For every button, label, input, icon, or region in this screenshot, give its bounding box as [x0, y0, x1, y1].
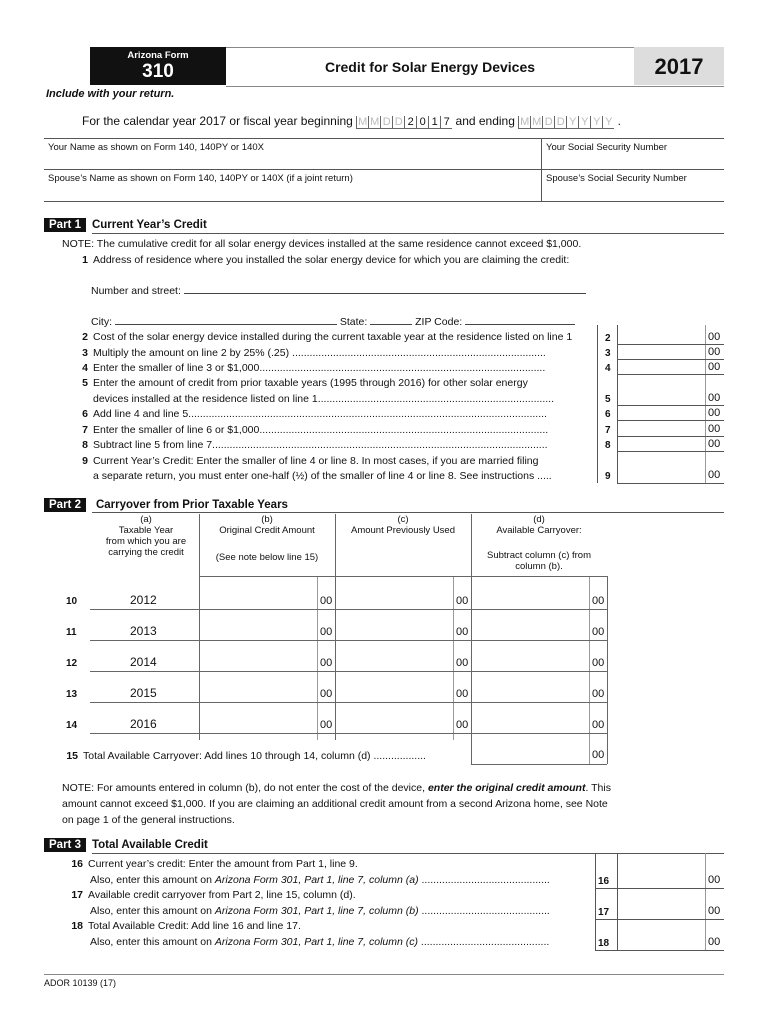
line-5: 5 Enter the amount of credit from prior taxable years (1995 through 2016) for other solar energy — [82, 377, 528, 389]
col-c-letter: (c) — [397, 514, 409, 525]
note-text-2: . This amount cannot exceed $1,000. If you are claiming an additional credit amount from a second Arizona home, see Note on page 1 of the general instructions. — [62, 782, 611, 826]
calendar-suffix: . — [617, 114, 621, 128]
col-a-line: from which you are — [105, 536, 187, 547]
col-d-letter: (d) — [533, 514, 545, 525]
line-16-ref: Arizona Form 301, Part 1, line 7, column (a) — [214, 874, 419, 886]
line-15-amount[interactable]: 00 — [592, 749, 605, 761]
line-16-text-b: Also, enter this amount on — [90, 874, 215, 886]
line-2: 2 Cost of the solar energy device installed during the current taxable year at the residence listed on line 1 — [82, 331, 573, 343]
line-18-text-b: Also, enter this amount on — [90, 936, 215, 948]
line-8-amount[interactable]: 00 — [708, 438, 721, 450]
zip-field[interactable] — [465, 316, 575, 325]
col-b-title: Original Credit Amount — [219, 525, 315, 536]
col-b-amount[interactable]: 00 — [320, 719, 333, 731]
line-2-amount[interactable]: 00 — [708, 331, 721, 343]
note-emphasis: enter the original credit amount — [427, 782, 586, 794]
spouse-ssn-field[interactable]: Spouse’s Social Security Number — [546, 173, 687, 184]
line-16-amount[interactable]: 00 — [708, 874, 721, 886]
col-b-amount[interactable]: 00 — [320, 626, 333, 638]
row-line — [90, 640, 607, 641]
form-footer: ADOR 10139 (17) — [44, 978, 117, 988]
col-d-note1: Subtract column (c) from — [487, 550, 591, 561]
box-6-label: 6 — [605, 409, 611, 420]
line-17-text-b: Also, enter this amount on — [90, 905, 215, 917]
row-year: 2013 — [130, 624, 157, 638]
line-16-dots: ............................................ — [418, 874, 550, 886]
line-16-text-a: Current year’s credit: Enter the amount from Part 1, line 9. — [88, 858, 358, 870]
form-number: 310 — [142, 61, 174, 82]
col-c-amount[interactable]: 00 — [456, 657, 469, 669]
row-year: 2015 — [130, 686, 157, 700]
line-17-amount[interactable]: 00 — [708, 905, 721, 917]
part2-heading — [44, 498, 288, 512]
line-3: 3 Multiply the amount on line 2 by 25% (.25) ....................................................................................... — [82, 347, 546, 359]
row-number: 13 — [66, 689, 78, 700]
line-9-text-a: Current Year’s Credit: Enter the smaller of line 4 or line 8. In most cases, if you are married filing — [93, 455, 539, 467]
include-note: Include with your return. — [46, 88, 175, 100]
row-line — [90, 671, 607, 672]
col-b-letter: (b) — [261, 514, 273, 525]
note-text-1: NOTE: For amounts entered in column (b), do not enter the cost of the device, — [62, 782, 428, 794]
date-digit[interactable]: Y — [566, 116, 578, 129]
line-3-amount[interactable]: 00 — [708, 346, 721, 358]
date-digit[interactable]: D — [392, 116, 404, 129]
date-digit[interactable]: D — [554, 116, 566, 129]
col-d-amount[interactable]: 00 — [592, 626, 605, 638]
row-year: 2014 — [130, 655, 157, 669]
col-b-note: (See note below line 15) — [215, 552, 319, 563]
row-year: 2012 — [130, 593, 157, 607]
box-2-label: 2 — [605, 333, 611, 344]
row-number: 11 — [66, 627, 77, 638]
date-digit[interactable]: 1 — [428, 116, 440, 129]
date-digit[interactable]: Y — [578, 116, 590, 129]
line-9: 9 Current Year’s Credit: Enter the smaller of line 4 or line 8. In most cases, if you are married filing — [82, 455, 539, 467]
line-7: 7 Enter the smaller of line 6 or $1,000................................................................................................... — [82, 424, 549, 436]
date-digit[interactable]: D — [380, 116, 392, 129]
begin-date-field[interactable] — [356, 114, 452, 128]
line-17-ref: Arizona Form 301, Part 1, line 7, column (b) — [214, 905, 419, 917]
line-17-dots: ............................................ — [418, 905, 550, 917]
your-ssn-field[interactable]: Your Social Security Number — [546, 142, 668, 153]
part2-title: Carryover from Prior Taxable Years — [95, 499, 288, 511]
col-c-title: Amount Previously Used — [350, 525, 456, 536]
line-6-text: Add line 4 and line 5........................................................................................................................... — [93, 408, 547, 420]
city-field[interactable] — [115, 316, 337, 325]
spouse-name-field[interactable]: Spouse’s Name as shown on Form 140, 140PY or 140X (if a joint return) — [48, 173, 353, 184]
line-7-amount[interactable]: 00 — [708, 423, 721, 435]
line-16: 16 Current year’s credit: Enter the amount from Part 1, line 9. — [71, 858, 358, 870]
form-label: Arizona Form — [127, 50, 189, 61]
end-date-field[interactable] — [518, 114, 614, 128]
line-7-text: Enter the smaller of line 6 or $1,000................................................................................................... — [93, 424, 549, 436]
street-field[interactable] — [91, 285, 586, 297]
street-label: Number and street: — [91, 285, 181, 297]
part1-title: Current Year’s Credit — [91, 219, 207, 231]
col-a-line: Taxable Year — [118, 525, 174, 536]
col-b-header — [200, 514, 334, 563]
col-d-amount[interactable]: 00 — [592, 688, 605, 700]
date-digit[interactable]: Y — [590, 116, 602, 129]
line-17-text-a: Available credit carryover from Part 2, line 15, column (d). — [88, 889, 356, 901]
row-number: 14 — [66, 720, 78, 731]
part1-heading — [44, 218, 207, 232]
line-18-amount[interactable]: 00 — [708, 936, 721, 948]
part3-title: Total Available Credit — [91, 839, 208, 851]
line-1-text: Address of residence where you installed the solar energy device for which you are claiming the credit: — [93, 254, 570, 266]
your-name-field[interactable]: Your Name as shown on Form 140, 140PY or 140X — [48, 142, 264, 153]
city-state-zip — [91, 316, 575, 328]
row-number: 10 — [66, 596, 78, 607]
col-d-title: Available Carryover: — [496, 525, 582, 536]
col-b-amount[interactable]: 00 — [320, 688, 333, 700]
box-9-label: 9 — [605, 471, 611, 482]
line-18-cont — [90, 936, 549, 948]
col-a-line: carrying the credit — [108, 547, 184, 558]
line-18-text-a: Total Available Credit: Add line 16 and line 17. — [88, 920, 301, 932]
line-17: 17 Available credit carryover from Part 2, line 15, column (d). — [71, 889, 356, 901]
line-18-dots: ............................................ — [418, 936, 550, 948]
calendar-middle: and ending — [455, 114, 515, 128]
row-number: 12 — [66, 658, 78, 669]
part2-note — [62, 780, 622, 828]
box-4-label: 4 — [605, 363, 611, 374]
box-7-label: 7 — [605, 425, 611, 436]
date-digit[interactable]: M — [532, 116, 542, 128]
state-field[interactable] — [370, 316, 412, 325]
col-b-amount[interactable]: 00 — [320, 595, 333, 607]
line-6: 6 Add line 4 and line 5........................................................................................................................... — [82, 408, 547, 420]
row-line — [90, 609, 607, 610]
row-line — [90, 702, 607, 703]
col-b-amount[interactable]: 00 — [320, 657, 333, 669]
city-label: City: — [91, 316, 112, 328]
col-d-amount[interactable]: 00 — [592, 657, 605, 669]
col-c-header — [336, 514, 470, 536]
line-8: 8 Subtract line 5 from line 7................................................................................................................... — [82, 439, 548, 451]
zip-label: ZIP Code: — [415, 316, 463, 328]
col-d-amount[interactable]: 00 — [592, 595, 605, 607]
line-15-text: Total Available Carryover: Add lines 10 through 14, column (d) .................. — [83, 750, 426, 762]
date-digit[interactable]: M — [520, 116, 530, 128]
line-8-text: Subtract line 5 from line 7................................................................................................................... — [93, 439, 548, 451]
line-17-cont — [90, 905, 550, 917]
col-c-amount[interactable]: 00 — [456, 688, 469, 700]
col-a-line: (a) — [140, 514, 152, 525]
date-digit[interactable]: M — [358, 116, 368, 128]
part3-heading — [44, 838, 208, 852]
col-c-amount[interactable]: 00 — [456, 595, 469, 607]
col-a-header — [94, 514, 198, 558]
col-d-header — [472, 514, 606, 572]
line-5-amount[interactable]: 00 — [708, 392, 721, 404]
line-9-amount[interactable]: 00 — [708, 469, 721, 481]
line-2-text: Cost of the solar energy device installed during the current taxable year at the residence listed on line 1 — [93, 331, 573, 343]
col-d-amount[interactable]: 00 — [592, 719, 605, 731]
line-5-text-a: Enter the amount of credit from prior taxable years (1995 through 2016) for other solar energy — [93, 377, 528, 389]
date-digit[interactable]: M — [370, 116, 380, 128]
line-5-cont: devices installed at the residence listed on line 1................................................................................. — [93, 393, 555, 405]
taxpayer-info-box — [44, 138, 724, 202]
line-9-cont: a separate return, you must enter one-half (½) of the smaller of line 4 or line 8. See instructions ..... — [93, 470, 552, 482]
form-title: Credit for Solar Energy Devices — [324, 59, 536, 75]
line-3-text: Multiply the amount on line 2 by 25% (.25) ....................................................................................... — [93, 347, 546, 359]
form-id-block — [90, 47, 226, 85]
box-18-label: 18 — [598, 938, 610, 949]
line-4: 4 Enter the smaller of line 3 or $1,000.................................................................................................. — [82, 362, 546, 374]
date-digit[interactable]: 7 — [440, 116, 452, 129]
date-digit[interactable]: 2 — [404, 116, 416, 129]
col-d-note2: column (b). — [515, 561, 563, 572]
box-3-label: 3 — [605, 348, 611, 359]
date-digit[interactable]: 0 — [416, 116, 428, 129]
line-16-cont — [90, 874, 550, 886]
tax-year: 2017 — [634, 47, 724, 85]
calendar-prefix: For the calendar year 2017 or fiscal year beginning — [82, 114, 353, 128]
line-18-ref: Arizona Form 301, Part 1, line 7, column (c) — [214, 936, 418, 948]
date-digit[interactable]: D — [542, 116, 554, 129]
date-digit[interactable]: Y — [602, 116, 614, 129]
line-18: 18 Total Available Credit: Add line 16 and line 17. — [71, 920, 301, 932]
line-4-text: Enter the smaller of line 3 or $1,000.................................................................................................. — [93, 362, 546, 374]
calendar-line — [82, 114, 621, 129]
part2-tag: Part 2 — [44, 498, 86, 512]
box-17-label: 17 — [598, 907, 610, 918]
part3-tag: Part 3 — [44, 838, 86, 852]
box-16-label: 16 — [598, 876, 610, 887]
part1-tag: Part 1 — [44, 218, 86, 232]
state-label: State: — [339, 316, 368, 328]
line-4-amount[interactable]: 00 — [708, 361, 721, 373]
col-c-amount[interactable]: 00 — [456, 719, 469, 731]
line-15: 15 Total Available Carryover: Add lines 10 through 14, column (d) .................. — [66, 750, 426, 762]
line-6-amount[interactable]: 00 — [708, 407, 721, 419]
line-1: 1 Address of residence where you installed the solar energy device for which you are claiming the credit: — [82, 254, 570, 266]
col-c-amount[interactable]: 00 — [456, 626, 469, 638]
box-5-label: 5 — [605, 394, 611, 405]
part1-note: NOTE: The cumulative credit for all solar energy devices installed at the same residence cannot exceed $1,000. — [62, 238, 582, 250]
row-line — [90, 733, 607, 734]
box-8-label: 8 — [605, 440, 611, 451]
row-year: 2016 — [130, 717, 157, 731]
